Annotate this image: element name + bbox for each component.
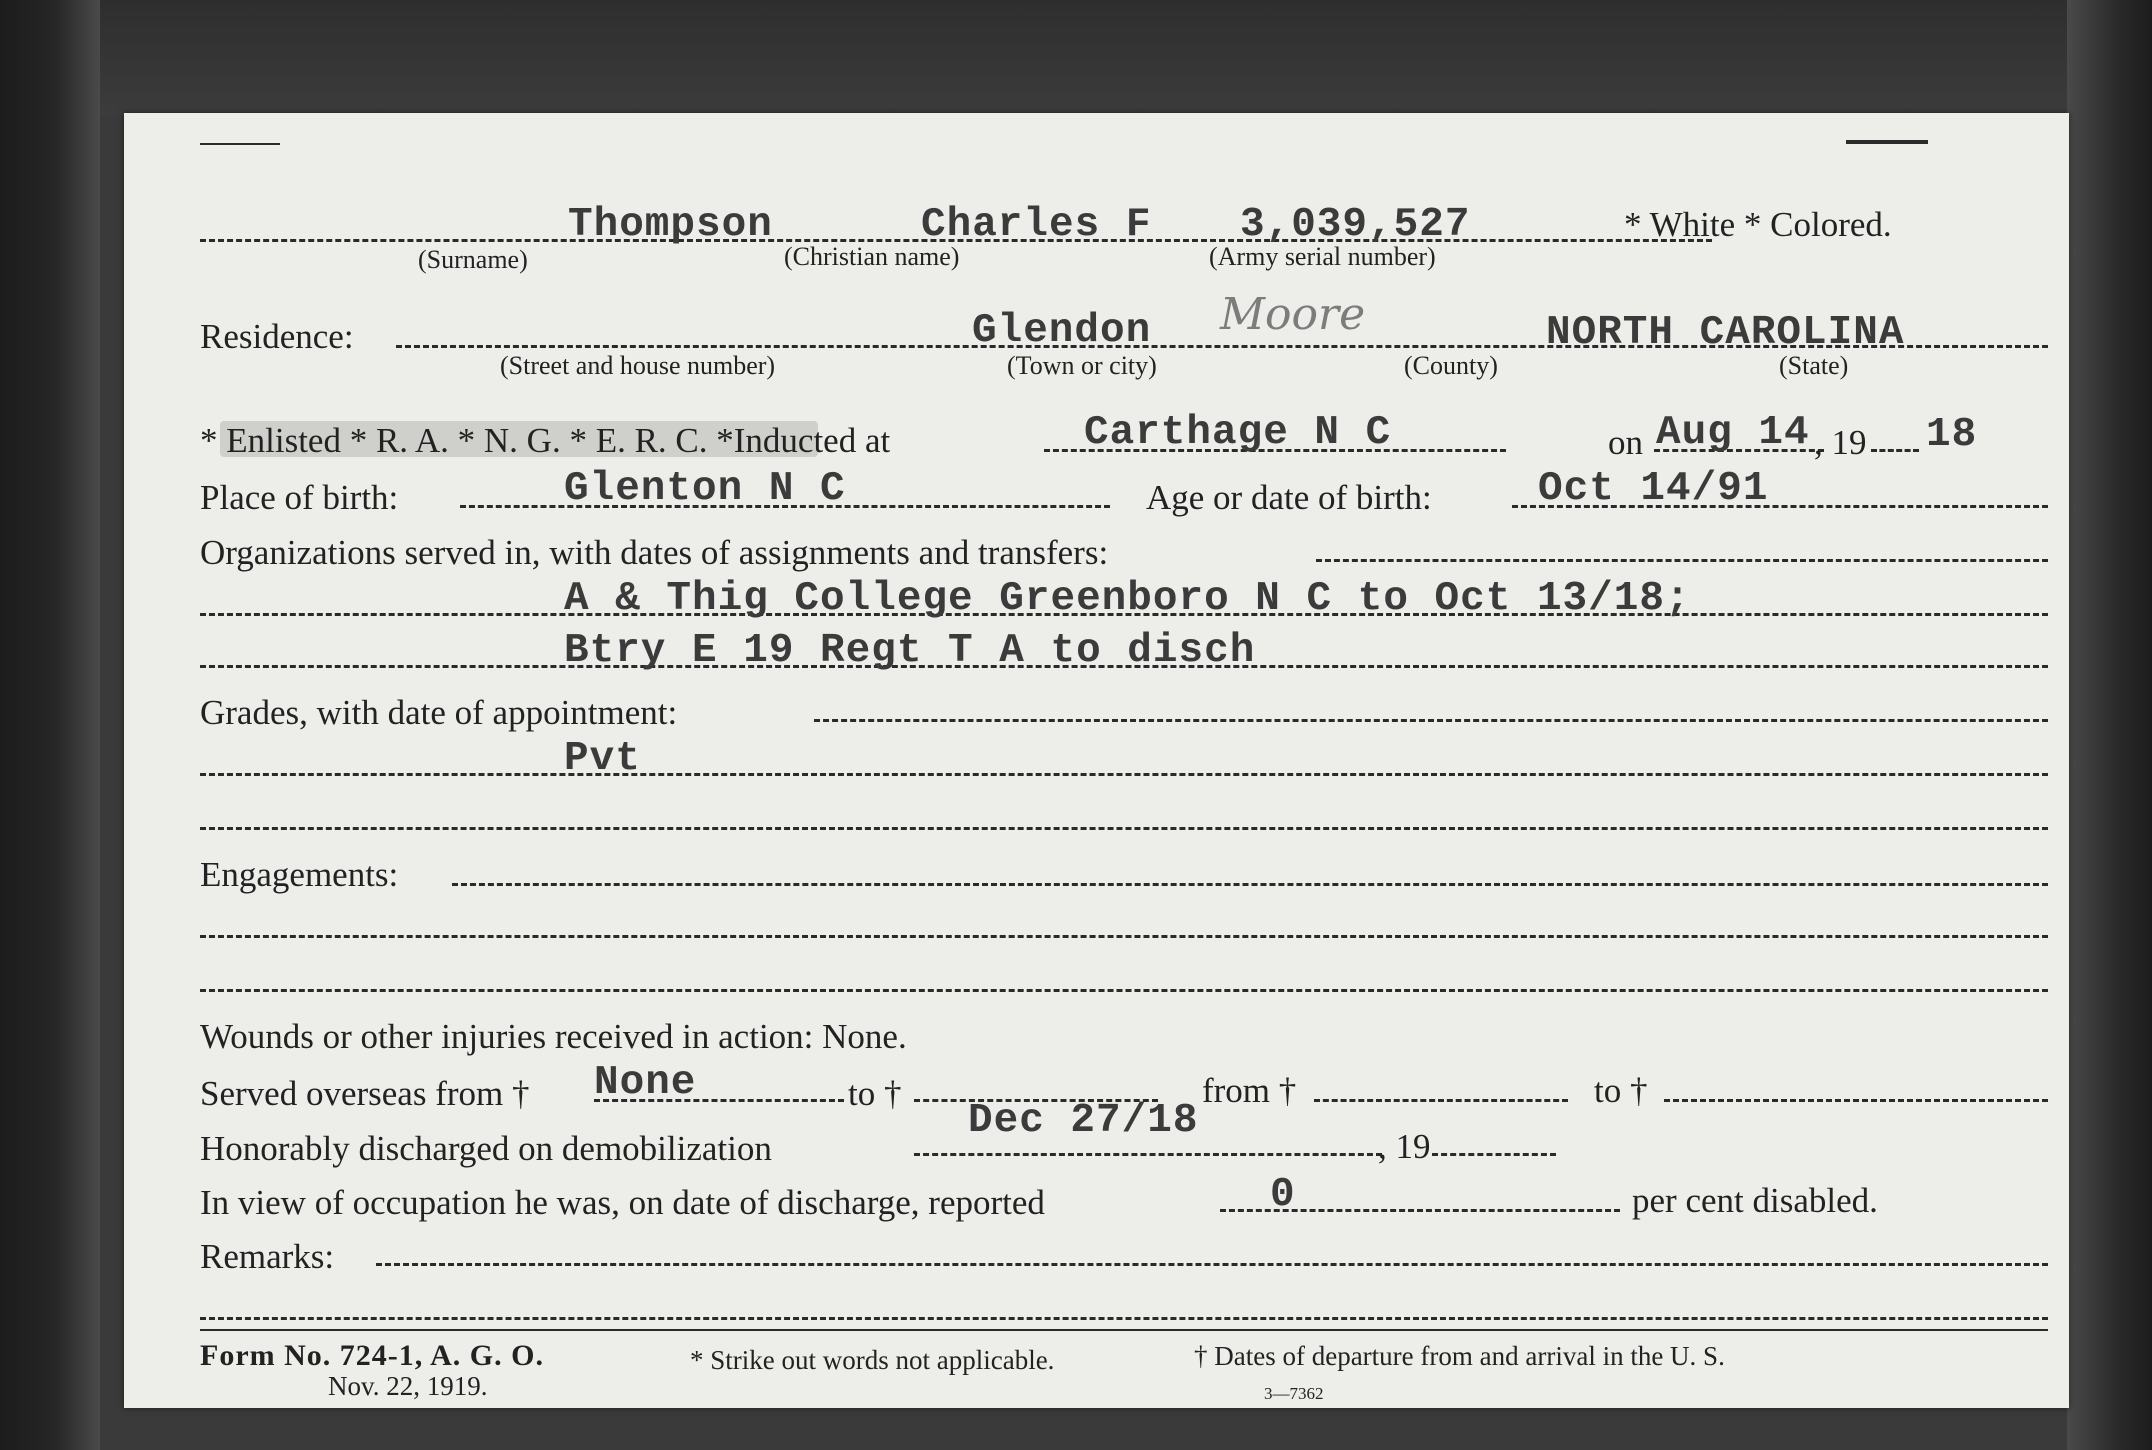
discharge-date-line [914, 1153, 1382, 1156]
place-of-birth-label: Place of birth: [200, 478, 399, 517]
grades-line-1 [200, 773, 2048, 776]
remarks-line-2 [200, 1317, 2048, 1320]
state-caption: (State) [1779, 351, 1849, 380]
print-code: 3—7362 [1264, 1384, 1324, 1403]
discharge-year-line [1432, 1153, 1556, 1156]
year-value: 18 [1926, 412, 1978, 458]
form-number: Form No. 724-1, A. G. O. [200, 1339, 544, 1372]
overseas-from2-line [1314, 1099, 1568, 1102]
christian-name-caption: (Christian name) [784, 242, 960, 271]
wounds-text: Wounds or other injuries received in action: None. [200, 1017, 907, 1056]
top-left-rule [200, 143, 280, 145]
organization-line-1: A & Thig College Greenboro N C to Oct 13/18; [564, 576, 1691, 622]
street-caption: (Street and house number) [500, 351, 776, 380]
race-text: * White * Colored. [1624, 205, 1892, 244]
footer-rule [200, 1329, 2048, 1331]
remarks-label: Remarks: [200, 1237, 335, 1276]
engagements-label: Engagements: [200, 855, 399, 894]
overseas-to2-label: to † [1594, 1071, 1648, 1110]
overseas-from-value: None [594, 1060, 697, 1106]
discharge-year-prefix: , 19 [1378, 1127, 1431, 1166]
serial-number-caption: (Army serial number) [1209, 242, 1436, 271]
disability-label: In view of occupation he was, on date of discharge, reported [200, 1183, 1045, 1222]
overseas-to2-line [1664, 1099, 2048, 1102]
overseas-from2-label: from † [1202, 1071, 1297, 1110]
town-caption: (Town or city) [1007, 351, 1157, 380]
state-value: NORTH CAROLINA [1546, 310, 1905, 356]
year-prefix: , 19 [1814, 423, 1867, 462]
year-line [1871, 449, 1919, 452]
engagements-line-2 [200, 989, 2048, 992]
grade-value: Pvt [564, 736, 641, 782]
discharge-date-value: Dec 27/18 [968, 1098, 1199, 1144]
scan-background-top [0, 0, 2152, 115]
age-value: Oct 14/91 [1538, 466, 1769, 512]
place-of-birth-value: Glenton N C [564, 466, 846, 512]
top-right-rule [1846, 140, 1928, 144]
disability-suffix: per cent disabled. [1632, 1181, 1878, 1220]
serial-number-value: 3,039,527 [1240, 202, 1471, 248]
surname-value: Thompson [568, 202, 773, 248]
disability-value: 0 [1270, 1172, 1296, 1218]
grades-label-line [814, 719, 2048, 722]
residence-label: Residence: [200, 317, 354, 356]
engagements-line-1 [200, 935, 2048, 938]
overseas-label: Served overseas from † [200, 1074, 530, 1113]
grades-label: Grades, with date of appointment: [200, 693, 678, 732]
strike-note: * Strike out words not applicable. [690, 1345, 1055, 1375]
organizations-label-line [1316, 559, 2048, 562]
enlisted-label: * Enlisted * R. A. * N. G. * E. R. C. *Inducted at [200, 421, 891, 460]
on-label: on [1608, 423, 1643, 462]
county-value-handwritten: Moore [1220, 289, 1366, 340]
service-record-card [124, 113, 2069, 1408]
overseas-to-label: to † [848, 1074, 902, 1113]
age-label: Age or date of birth: [1146, 478, 1432, 517]
remarks-line-1 [376, 1263, 2048, 1266]
inducted-place-value: Carthage N C [1084, 410, 1392, 456]
dates-note: † Dates of departure from and arrival in the U. S. [1194, 1341, 1725, 1371]
grades-line-2 [200, 827, 2048, 830]
discharge-label: Honorably discharged on demobilization [200, 1129, 772, 1168]
engagements-label-line [452, 883, 2048, 886]
scan-background-left [0, 0, 100, 1450]
organization-line-2: Btry E 19 Regt T A to disch [564, 628, 1256, 674]
county-caption: (County) [1404, 351, 1498, 380]
christian-name-value: Charles F [921, 202, 1152, 248]
organizations-label: Organizations served in, with dates of assignments and transfers: [200, 533, 1109, 572]
inducted-date-value: Aug 14 [1656, 410, 1810, 456]
town-value: Glendon [972, 308, 1152, 354]
form-date: Nov. 22, 1919. [328, 1371, 488, 1401]
scan-background-right [2067, 0, 2152, 1450]
surname-caption: (Surname) [418, 245, 528, 274]
